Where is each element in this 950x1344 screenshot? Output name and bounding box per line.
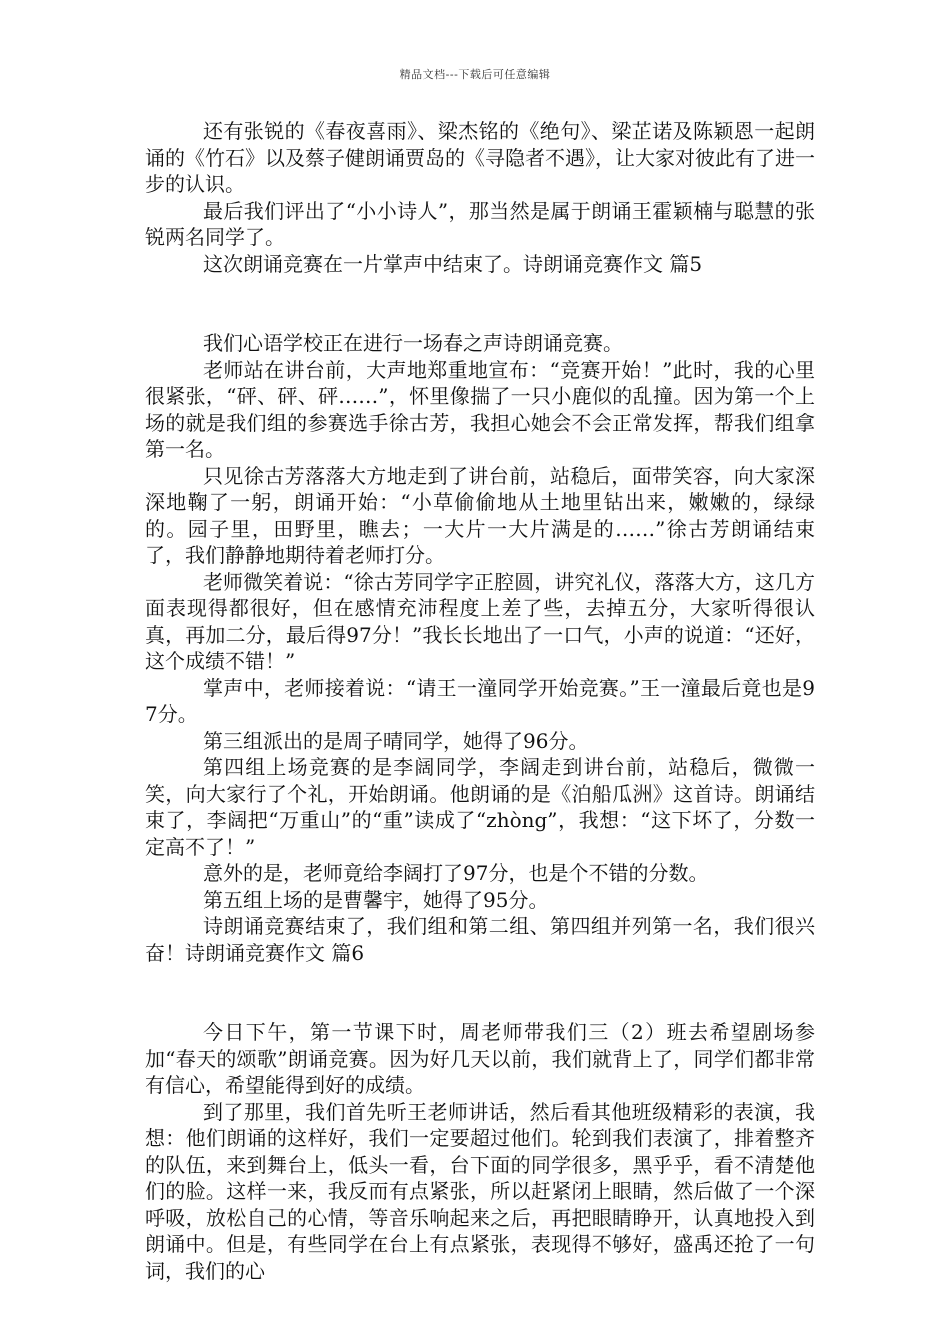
paragraph: 第五组上场的是曹馨宇，她得了95分。 xyxy=(203,887,549,912)
paragraph: 到了那里，我们首先听王老师讲话，然后看其他班级精彩的表演，我想：他们朗诵的这样好，我们一定要超过他们。轮到我们表演了，排着整齐的队伍，来到舞台上，低头一看，台下面的同学很多，黑乎乎，看不清楚他们的脸。这样一来，我反而有点紧张，所以赶紧闭上眼睛，然后做了一个深呼吸，放松自己的心情，等音乐响起来之后，再把眼睛睁开，认真地投入到朗诵中。但是，有些同学在台上有点紧张，表现得不够好，盛禹还抢了一句词，我们的心 xyxy=(145,1099,815,1283)
section-gap xyxy=(145,277,815,330)
paragraph: 老师站在讲台前，大声地郑重地宣布：“竞赛开始！”此时，我的心里很紧张，“砰、砰、砰……”，怀里像揣了一只小鹿似的乱撞。因为第一个上场的就是我们组的参赛选手徐古芳，我担心她会不会正常发挥，帮我们组拿第一名。 xyxy=(145,357,815,461)
paragraph: 还有张锐的《春夜喜雨》、梁杰铭的《绝句》、梁芷诺及陈颖恩一起朗诵的《竹石》以及蔡子健朗诵贾岛的《寻隐者不遇》，让大家对彼此有了进一步的认识。 xyxy=(145,119,815,196)
paragraph: 第三组派出的是周子晴同学，她得了96分。 xyxy=(203,728,589,753)
paragraph: 这次朗诵竞赛在一片掌声中结束了。诗朗诵竞赛作文 篇5 xyxy=(203,251,703,276)
paragraph: 老师微笑着说：“徐古芳同学字正腔圆，讲究礼仪，落落大方，这几方面表现得都很好，但在感情充沛程度上差了些，去掉五分，大家听得很认真，再加二分，最后得97分！”我长长地出了一口气，小声的说道：“还好，这个成绩不错！” xyxy=(145,569,815,673)
paragraph: 最后我们评出了“小小诗人”，那当然是属于朗诵王霍颖楠与聪慧的张锐两名同学了。 xyxy=(145,198,815,249)
paragraph: 意外的是，老师竟给李阔打了97分，也是个不错的分数。 xyxy=(203,861,709,885)
paragraph: 今日下午，第一节课下时，周老师带我们三（2）班去希望剧场参加“春天的颂歌”朗诵竞赛。因为好几天以前，我们就背上了，同学们都非常有信心，希望能得到好的成绩。 xyxy=(145,1020,815,1097)
paragraph: 掌声中，老师接着说：“请王一潼同学开始竞赛。”王一潼最后竟也是97分。 xyxy=(145,675,815,726)
paragraph: 第四组上场竞赛的是李阔同学，李阔走到讲台前，站稳后，微微一笑，向大家行了个礼，开始朗诵。他朗诵的是《泊船瓜洲》这首诗。朗诵结束了，李阔把“万重山”的“重”读成了“zhòng”，我想：“这下坏了，分数一定高不了！” xyxy=(145,755,815,859)
paragraph: 只见徐古芳落落大方地走到了讲台前，站稳后，面带笑容，向大家深深地鞠了一躬，朗诵开始：“小草偷偷地从土地里钻出来，嫩嫩的，绿绿的。园子里，田野里，瞧去；一大片一大片满是的……”徐古芳朗诵结束了，我们静静地期待着老师打分。 xyxy=(145,463,815,567)
paragraph: 我们心语学校正在进行一场春之声诗朗诵竞赛。 xyxy=(203,331,623,355)
page-header: 精品文档---下载后可任意编辑 xyxy=(399,68,551,81)
section-gap xyxy=(145,966,815,1019)
document-body xyxy=(145,118,815,1284)
paragraph: 诗朗诵竞赛结束了，我们组和第二组、第四组并列第一名，我们很兴奋！诗朗诵竞赛作文 篇6 xyxy=(145,914,815,965)
